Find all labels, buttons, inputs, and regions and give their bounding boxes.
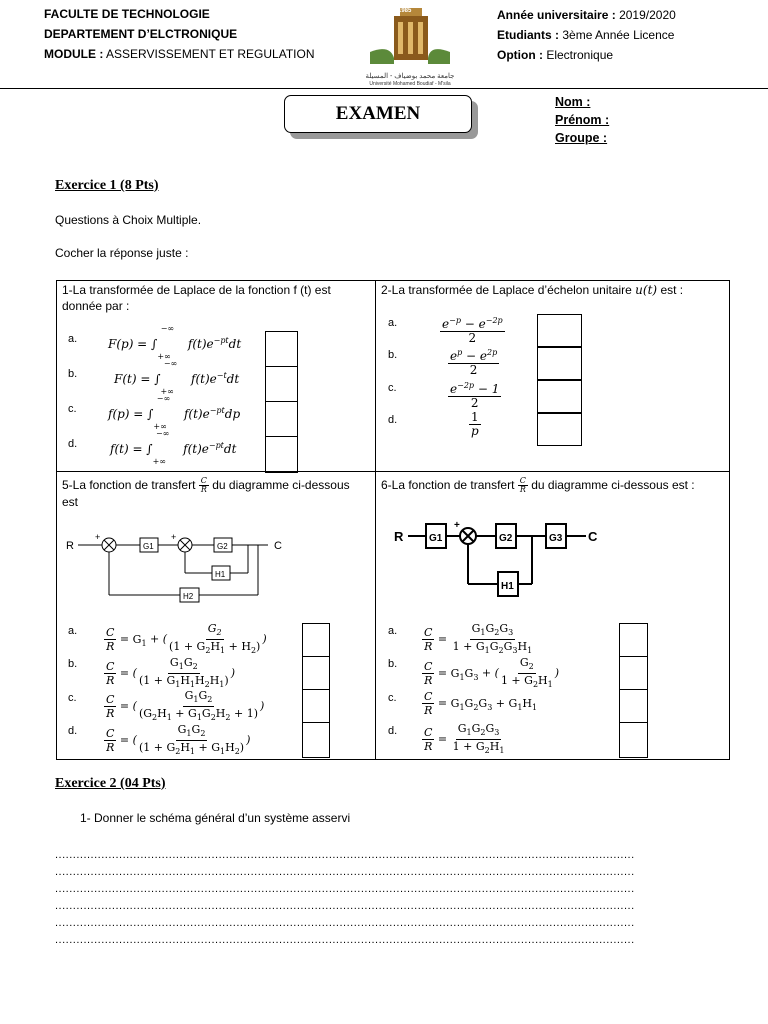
q5-c-over-r <box>199 477 209 494</box>
answer-line-5[interactable]: ................................................................................................................................................................... <box>55 917 635 929</box>
q5-letter-c: c. <box>68 692 77 704</box>
q2-letter-c: c. <box>388 382 397 394</box>
q2-formula-b: $\frac{e^p - e^{2p}}{2}$ <box>450 348 498 377</box>
q5-diagram-g2: G2 <box>217 542 228 551</box>
q2-text-var: u(t) <box>635 283 658 297</box>
exercise1-title: Exercice 1 (8 Pts) <box>55 178 159 193</box>
q5-diagram-r: R <box>66 540 74 552</box>
q6-formula-a: $\frac{C}{R}$ = $\frac{G_1G_2G_3}{1 + G_1G_2G_3H_1}$ <box>424 622 533 656</box>
q1-formula-a: $F(p) = \int_{+\infty}^{-\infty}$ $f(t)e^{-pt}dt$ <box>108 324 242 362</box>
qcm-label: Questions à Choix Multiple. <box>55 213 202 227</box>
logo-latin: Université Mohamed Boudiaf - M'sila <box>369 81 451 87</box>
q5-r: R <box>200 485 207 495</box>
students-label: Etudiants : <box>497 28 559 42</box>
q2-checkbox-b[interactable] <box>537 347 582 380</box>
svg-text:+: + <box>454 520 460 531</box>
q6-diagram-c: C <box>588 529 598 544</box>
answer-line-3[interactable]: ................................................................................................................................................................... <box>55 883 635 895</box>
q6-text-prefix: 6-La fonction de transfert <box>381 478 515 492</box>
q6-diagram-g1: G1 <box>429 533 443 544</box>
year-label: Année universitaire : <box>497 8 616 22</box>
q6-c: C <box>519 476 526 486</box>
q6-text-suffix: du diagramme ci-dessous est : <box>531 478 695 492</box>
table-vline <box>375 280 376 760</box>
department: DEPARTEMENT D’ELCTRONIQUE <box>44 27 238 41</box>
q6-checkbox-a[interactable] <box>619 623 648 657</box>
q6-formula-b: $\frac{C}{R}$ = $G_1G_3$ + ( $\frac{G_2}{1 + G_2H_1}$ ) <box>424 656 560 690</box>
q1-checkbox-c[interactable] <box>265 401 298 437</box>
q5-diagram-h2: H2 <box>183 592 194 601</box>
logo-emblem-icon <box>360 8 460 68</box>
q2-text-suffix: est : <box>660 283 684 297</box>
q6-letter-b: b. <box>388 658 398 670</box>
university-logo <box>360 8 460 87</box>
q5-text-prefix: 5-La fonction de transfert <box>62 478 196 492</box>
q5-text-suffix: du diagramme ci-dessous est <box>62 478 350 510</box>
q5-formula-a: $\frac{C}{R}$ = $G_1$ + ( $\frac{G_2}{(1 + G_2H_1 + H_2)}$ ) <box>106 622 267 656</box>
answer-line-1[interactable]: ................................................................................................................................................................... <box>55 849 635 861</box>
exam-title: EXAMEN <box>284 95 472 133</box>
q2-letter-b: b. <box>388 349 398 361</box>
q5-block-diagram <box>62 528 292 608</box>
groupe-label: Groupe : <box>555 131 608 145</box>
q6-letter-a: a. <box>388 625 398 637</box>
year-value: 2019/2020 <box>619 8 676 22</box>
q2-text <box>381 282 721 298</box>
q1-text: 1-La transformée de Laplace de la fonction f (t) est donnée par : <box>62 283 331 313</box>
identity-block <box>555 93 609 147</box>
q1-formula-b: $F(t) = \int_{+\infty}^{-\infty}$ $f(t)e^{-t}dt$ <box>114 359 240 397</box>
answer-line-4[interactable]: ................................................................................................................................................................... <box>55 900 635 912</box>
module-value: ASSERVISSEMENT ET REGULATION <box>106 47 315 61</box>
faculty: FACULTE DE TECHNOLOGIE <box>44 7 210 21</box>
instruction: Cocher la réponse juste : <box>55 246 189 260</box>
q5-diagram-c: C <box>274 540 282 552</box>
header-right <box>497 5 676 65</box>
q1-checkbox-d[interactable] <box>265 436 298 472</box>
q1-formula-c: $f(p) = \int_{+\infty}^{-\infty}$ $f(t)e^{-pt}dp$ <box>108 394 241 432</box>
q5-letter-d: d. <box>68 725 78 737</box>
svg-text:+: + <box>95 532 101 542</box>
q2-formula-d: $\frac{1}{p}$ <box>471 410 479 438</box>
q6-checkbox-c[interactable] <box>619 689 648 723</box>
q5-letter-a: a. <box>68 625 78 637</box>
q1-letter-b: b. <box>68 368 78 380</box>
q6-checkbox-d[interactable] <box>619 722 648 758</box>
q6-text <box>381 477 723 494</box>
q5-checkbox-d[interactable] <box>302 722 330 758</box>
q1-checkbox-a[interactable] <box>265 331 298 367</box>
q5-c: C <box>200 476 207 486</box>
option-label: Option : <box>497 48 543 62</box>
q6-letter-c: c. <box>388 692 397 704</box>
q2-formula-a: $\frac{e^{-p} - e^{-2p}}{2}$ <box>442 316 503 345</box>
option-value: Electronique <box>546 48 614 62</box>
q5-checkbox-c[interactable] <box>302 689 330 723</box>
q2-formula-c: $\frac{e^{-2p} - 1}{2}$ <box>450 381 500 410</box>
q5-checkbox-a[interactable] <box>302 623 330 657</box>
q1-formula-d: $f(t) = \int_{+\infty}^{-\infty}$ $f(t)e^{-pt}dt$ <box>110 429 237 467</box>
header-left <box>44 4 315 64</box>
q1-checkbox-b[interactable] <box>265 366 298 402</box>
q5-letter-b: b. <box>68 658 78 670</box>
q6-block-diagram <box>392 516 612 606</box>
q2-text-prefix: 2-La transformée de Laplace d’échelon unitaire <box>381 283 632 297</box>
q6-r: R <box>519 485 526 495</box>
q6-letter-d: d. <box>388 725 398 737</box>
exercise2-question1: 1- Donner le schéma général d’un système asservi <box>80 811 351 825</box>
q5-text <box>62 477 368 510</box>
q1-letter-d: d. <box>68 438 78 450</box>
q2-checkbox-c[interactable] <box>537 380 582 413</box>
header-divider <box>0 88 768 89</box>
q2-checkbox-a[interactable] <box>537 314 582 347</box>
answer-line-2[interactable]: ................................................................................................................................................................... <box>55 866 635 878</box>
logo-year: 1985 <box>398 8 412 14</box>
q6-diagram-h1: H1 <box>501 581 514 592</box>
nom-label: Nom : <box>555 95 591 109</box>
q5-diagram-h1: H1 <box>215 570 226 579</box>
q1-letter-a: a. <box>68 333 78 345</box>
q2-letter-a: a. <box>388 317 398 329</box>
q2-letter-d: d. <box>388 414 398 426</box>
prenom-label: Prénom : <box>555 113 610 127</box>
q5-formula-c: $\frac{C}{R}$ = ( $\frac{G_1G_2}{(G_2H_1 + G_1G_2H_2 + 1)}$ ) <box>106 689 265 723</box>
table-hline <box>56 471 730 472</box>
answer-line-6[interactable]: ................................................................................................................................................................... <box>55 934 635 946</box>
logo-arabic: جامعة محمد بوضياف - المسيلة <box>365 73 455 80</box>
q6-diagram-g3: G3 <box>549 533 563 544</box>
svg-text:+: + <box>171 532 177 542</box>
q5-formula-d: $\frac{C}{R}$ = ( $\frac{G_1G_2}{(1 + G_2H_1 + G_1H_2)}$ ) <box>106 723 251 757</box>
students-value: 3ème Année Licence <box>562 28 675 42</box>
q6-formula-d: $\frac{C}{R}$ = $\frac{G_1G_2G_3}{1 + G_2H_1}$ <box>424 722 505 756</box>
q6-formula-c: $\frac{C}{R}$ = $G_1G_2G_3 + G_1H_1$ <box>424 690 538 717</box>
q5-diagram-g1: G1 <box>143 542 154 551</box>
q6-checkbox-b[interactable] <box>619 656 648 690</box>
q6-diagram-g2: G2 <box>499 533 513 544</box>
q5-checkbox-b[interactable] <box>302 656 330 690</box>
q1-letter-c: c. <box>68 403 77 415</box>
q5-formula-b: $\frac{C}{R}$ = ( $\frac{G_1G_2}{(1 + G_1H_1H_2H_1)}$ ) <box>106 656 235 690</box>
q6-c-over-r <box>518 477 528 494</box>
module-label: MODULE : <box>44 47 104 61</box>
q6-diagram-r: R <box>394 529 404 544</box>
exercise2-title: Exercice 2 (04 Pts) <box>55 776 166 791</box>
q2-checkbox-d[interactable] <box>537 413 582 446</box>
